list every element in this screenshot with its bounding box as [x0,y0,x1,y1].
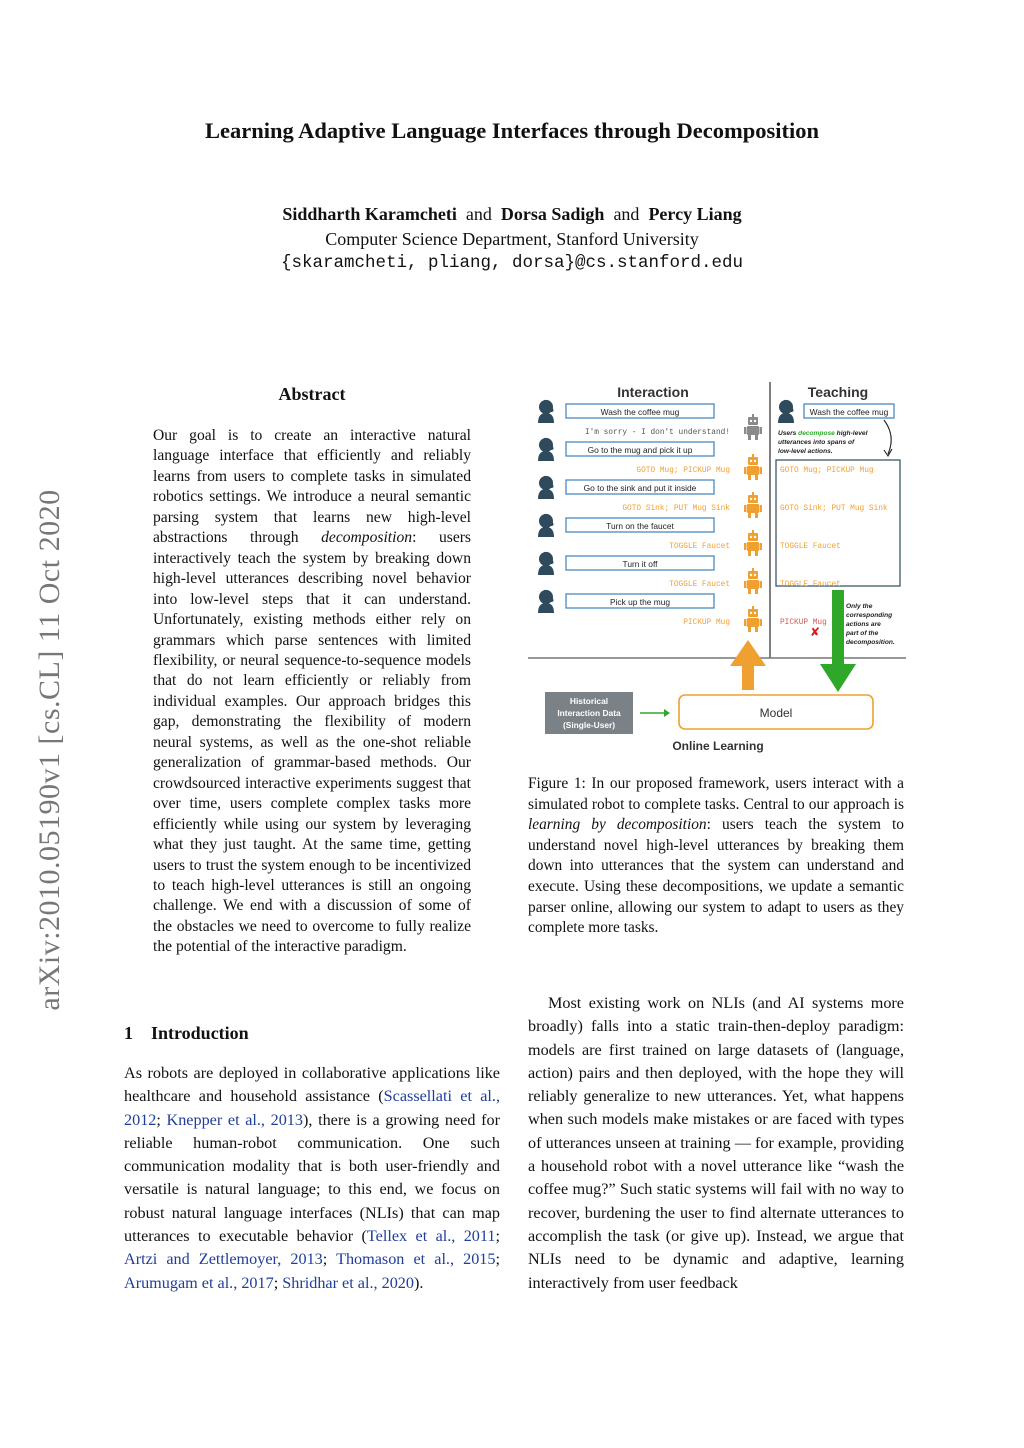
intro-text: As robots are deployed in collaborative applications like healthcare and household assistance ( [124,1064,500,1106]
email: {skaramcheti, pliang, dorsa}@cs.stanford.edu [280,253,744,273]
section-title: Introduction [151,1023,249,1043]
teach-action-text: PICKUP Mug [780,619,827,627]
data-arrow-head [664,709,670,717]
curved-arrow [884,420,891,454]
historical-label: Historical [569,696,609,706]
person-icon [538,438,554,461]
person-icon [538,400,554,423]
figure-caption [528,774,904,939]
author-separator: and [613,204,640,224]
person-icon [538,590,554,613]
citation-sep: ; [495,1227,500,1246]
citation-link[interactable]: Knepper et al., 2013 [166,1110,303,1129]
utterance-text: Wash the coffee mug [809,407,889,417]
teach-action-text: GOTO Mug; PICKUP Mug [780,467,874,475]
intro-text: ). [413,1273,424,1292]
author-list [0,204,1024,225]
teach-action-text: TOGGLE Faucet [780,581,841,589]
arxiv-sidebar [24,450,76,1050]
paper-title: Learning Adaptive Language Interfaces through Decomposition [205,118,819,143]
robot-icon [744,606,762,632]
caption-text: : users teach the system to understand novel high-level utterances by breaking them down into utterances that the system can understand and execute. Using these decompositions, we update a semantic parser online, allowing our system to adapt to users as they complete more tasks. [528,816,904,937]
decomposition-note: part of the [846,630,879,637]
utterance-text: Wash the coffee mug [600,407,680,417]
action-text: TOGGLE Faucet [669,581,730,589]
citation-link[interactable]: Arumugam et al., 2017 [124,1273,274,1292]
person-icon [538,476,554,499]
teaching-note: low-level actions. [778,448,833,455]
utterance-text: Go to the sink and put it inside [583,483,697,493]
abstract-part: Our goal is to create an interactive natural language interface that efficiently and reliably learns from users to complete tasks in simulated robotics settings. We introduce a neural semantic parsing system that learns new high-level abstractions through [153,427,471,547]
author-name: Siddharth Karamcheti [282,204,457,224]
citation-sep: ; [156,1110,167,1129]
intro-text: ), there is a growing need for reliable human-robot communication. One such communication modality that is both user-friendly and versatile is natural language; to this end, we focus on robust natural language interfaces (NLIs) that can map utterances to executable behavior ( [124,1110,500,1246]
orange-arrow-shaft [742,664,754,690]
abstract-emphasis: decomposition [321,529,413,547]
robot-icon [744,492,762,518]
decomposition-note: actions are [846,621,881,628]
person-icon [538,552,554,575]
utterance-text: Turn on the faucet [606,521,674,531]
citation-link[interactable]: Thomason et al., 2015 [336,1250,496,1269]
abstract-text [153,426,471,958]
teaching-note: Users decompose high-level [778,430,868,437]
utterance-text: Turn it off [622,559,658,569]
citation-sep: ; [322,1250,337,1269]
robot-icon [744,568,762,594]
action-text: GOTO Sink; PUT Mug Sink [622,505,730,513]
decomposition-note: corresponding [846,612,893,619]
person-icon [538,514,554,537]
green-arrow-head [820,664,856,692]
teach-action-text: TOGGLE Faucet [780,543,841,551]
column-2-paragraph: Most existing work on NLIs (and AI systems more broadly) falls into a static train-then-deploy paradigm: models are first trained on large datasets of (language, action) pairs and then deployed, with the hope they will reliably generalize to new utterances. Yet, what happens when such models make mistakes or are faced with types of utterances unseen at training — for example, providing a household robot with a novel utterance like “wash the coffee mug?” Such static systems will fail with no way to recover, burdening the user to find alternate utterances to accomplish the task (or give up). Instead, we argue that NLIs need to be dynamic and adaptive, learning interactively from user feedback [528,994,904,1292]
author-separator: and [465,204,492,224]
curved-arrow-head [884,449,892,456]
abstract-part: : users interactively teach the system by breaking down high-level utterances describing novel behavior into low-level steps that it can understand. Unfortunately, existing methods either rely on grammars which parse sentences with limited flexibility, or neural sequence-to-sequence models that do not learn efficiently or reliably from individual examples. Our approach bridges this gap, demonstrating the flexibility of modern neural systems, as well as the one-shot reliable generalization of grammar-based methods. Our crowdsourced interactive experiments suggest that over time, users complete complex tasks more efficiently while using our system by leveraging what they just taught. At the same time, getting users to trust the system enough to be incentivized to teach high-level utterances is still an ongoing challenge. We end with a discussion of some of the obstacles we need to overcome to fully realize the potential of the interactive paradigm. [153,529,471,956]
historical-label: (Single-User) [562,720,616,730]
robot-icon [744,414,762,440]
green-arrow-shaft [832,590,844,664]
robot-icon [744,454,762,480]
cross-icon: ✘ [809,625,821,639]
robot-icon [744,530,762,556]
section-number: 1 [124,1023,133,1043]
citation-link[interactable]: Artzi and Zettlemoyer, 2013 [124,1250,323,1269]
decomposition-box [776,460,900,586]
person-icon [778,400,794,423]
action-text: GOTO Mug; PICKUP Mug [636,467,730,475]
decomposition-note: decomposition. [846,639,895,646]
historical-label: Interaction Data [557,708,621,718]
action-text: TOGGLE Faucet [669,543,730,551]
author-name: Dorsa Sadigh [500,204,605,224]
abstract-heading: Abstract [278,384,346,404]
online-learning-label: Online Learning [672,739,764,753]
robot-response: I'm sorry - I don't understand! [584,429,730,437]
caption-emphasis: learning by decomposition [528,816,707,834]
teaching-note: utterances into spans of [778,439,855,446]
citation-link[interactable]: Tellex et al., 2011 [366,1227,496,1246]
interaction-label: Interaction [617,384,689,400]
affiliation: Computer Science Department, Stanford University [325,229,699,249]
citation-sep: ; [273,1273,283,1292]
citation-link[interactable]: Shridhar et al., 2020 [282,1273,414,1292]
utterance-text: Pick up the mug [609,597,671,607]
caption-text: Figure 1: In our proposed framework, users interact with a simulated robot to complete tasks. Central to our approach is [528,775,904,813]
teach-action-text: GOTO Sink; PUT Mug Sink [780,505,888,513]
intro-paragraph [124,1062,500,1295]
model-label: Model [759,706,793,720]
section-heading-introduction [124,1023,249,1044]
figure-1 [528,378,906,760]
citation-link[interactable]: Scassellati et al., 2012 [124,1087,501,1129]
decomposition-note: Only the [846,603,873,610]
action-text: PICKUP Mug [683,619,730,627]
author-name: Percy Liang [648,204,742,224]
arxiv-id: arXiv:2010.05190v1 [cs.CL] 11 Oct 2020 [33,489,66,1011]
citation-sep: ; [495,1250,500,1269]
orange-arrow-head [730,640,766,666]
utterance-text: Go to the mug and pick it up [587,445,693,455]
teaching-label: Teaching [807,384,869,400]
figure-diagram [528,378,906,760]
